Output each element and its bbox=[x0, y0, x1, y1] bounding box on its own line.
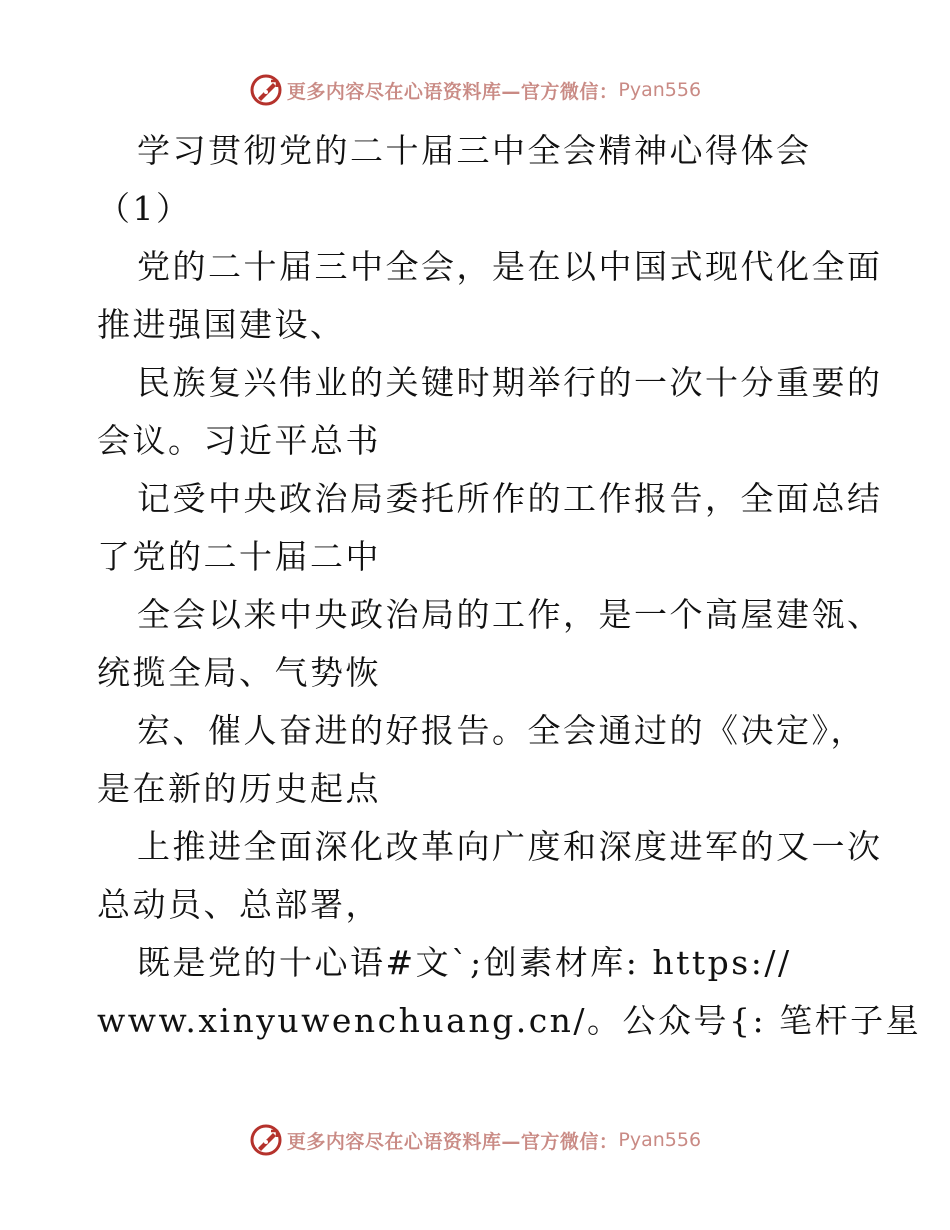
paragraph-line: 既是党的十心语#文`;创素材库: https:// bbox=[137, 943, 792, 982]
paragraph-line: 党的二十届三中全会，是在以中国式现代化全面 bbox=[137, 247, 883, 286]
header-wechat-id: Pyan556 bbox=[618, 79, 702, 101]
paragraph-line: 推进强国建设、 bbox=[97, 305, 346, 344]
paragraph-line: 全会以来中央政治局的工作，是一个高屋建瓴、 bbox=[137, 595, 883, 634]
paragraph-line: 记受中央政治局委托所作的工作报告，全面总结 bbox=[137, 479, 883, 518]
paragraph bbox=[97, 818, 883, 934]
footer-banner-inner bbox=[249, 1123, 701, 1157]
footer-banner bbox=[0, 1120, 950, 1160]
paragraph bbox=[97, 934, 922, 1050]
paragraph-line: 统揽全局、气势恢 bbox=[97, 653, 381, 692]
paragraph-line: 是在新的历史起点 bbox=[97, 769, 381, 808]
header-banner-inner bbox=[249, 73, 701, 107]
paragraph-line: 了党的二十届二中 bbox=[97, 537, 381, 576]
pen-nib-logo-icon bbox=[249, 73, 283, 107]
paragraph-line: 会议。习近平总书 bbox=[97, 421, 381, 460]
paragraph bbox=[97, 586, 883, 702]
footer-wechat-id: Pyan556 bbox=[618, 1129, 702, 1151]
paragraph-line: www.xinyuwenchuang.cn/。公众号{: 笔杆子星 bbox=[97, 1001, 922, 1040]
document-title: 学习贯彻党的二十届三中全会精神心得体会 bbox=[137, 131, 812, 170]
paragraph-line: 总动员、总部署， bbox=[97, 885, 381, 924]
document-body bbox=[97, 122, 922, 1050]
paragraph-line: 上推进全面深化改革向广度和深度进军的又一次 bbox=[137, 827, 883, 866]
paragraph-line: 宏、催人奋进的好报告。全会通过的《决定》， bbox=[137, 711, 866, 750]
footer-banner-text: 更多内容尽在心语资料库—官方微信： bbox=[286, 1130, 619, 1153]
paragraph bbox=[97, 702, 866, 818]
paragraph bbox=[97, 354, 883, 470]
header-banner-text: 更多内容尽在心语资料库—官方微信： bbox=[286, 80, 619, 103]
paragraph bbox=[97, 470, 883, 586]
paragraph-line: 民族复兴伟业的关键时期举行的一次十分重要的 bbox=[137, 363, 883, 402]
paragraph bbox=[97, 238, 883, 354]
header-banner bbox=[0, 70, 950, 110]
pen-nib-logo-icon bbox=[249, 1123, 283, 1157]
document-title-suffix: （1） bbox=[97, 189, 192, 228]
